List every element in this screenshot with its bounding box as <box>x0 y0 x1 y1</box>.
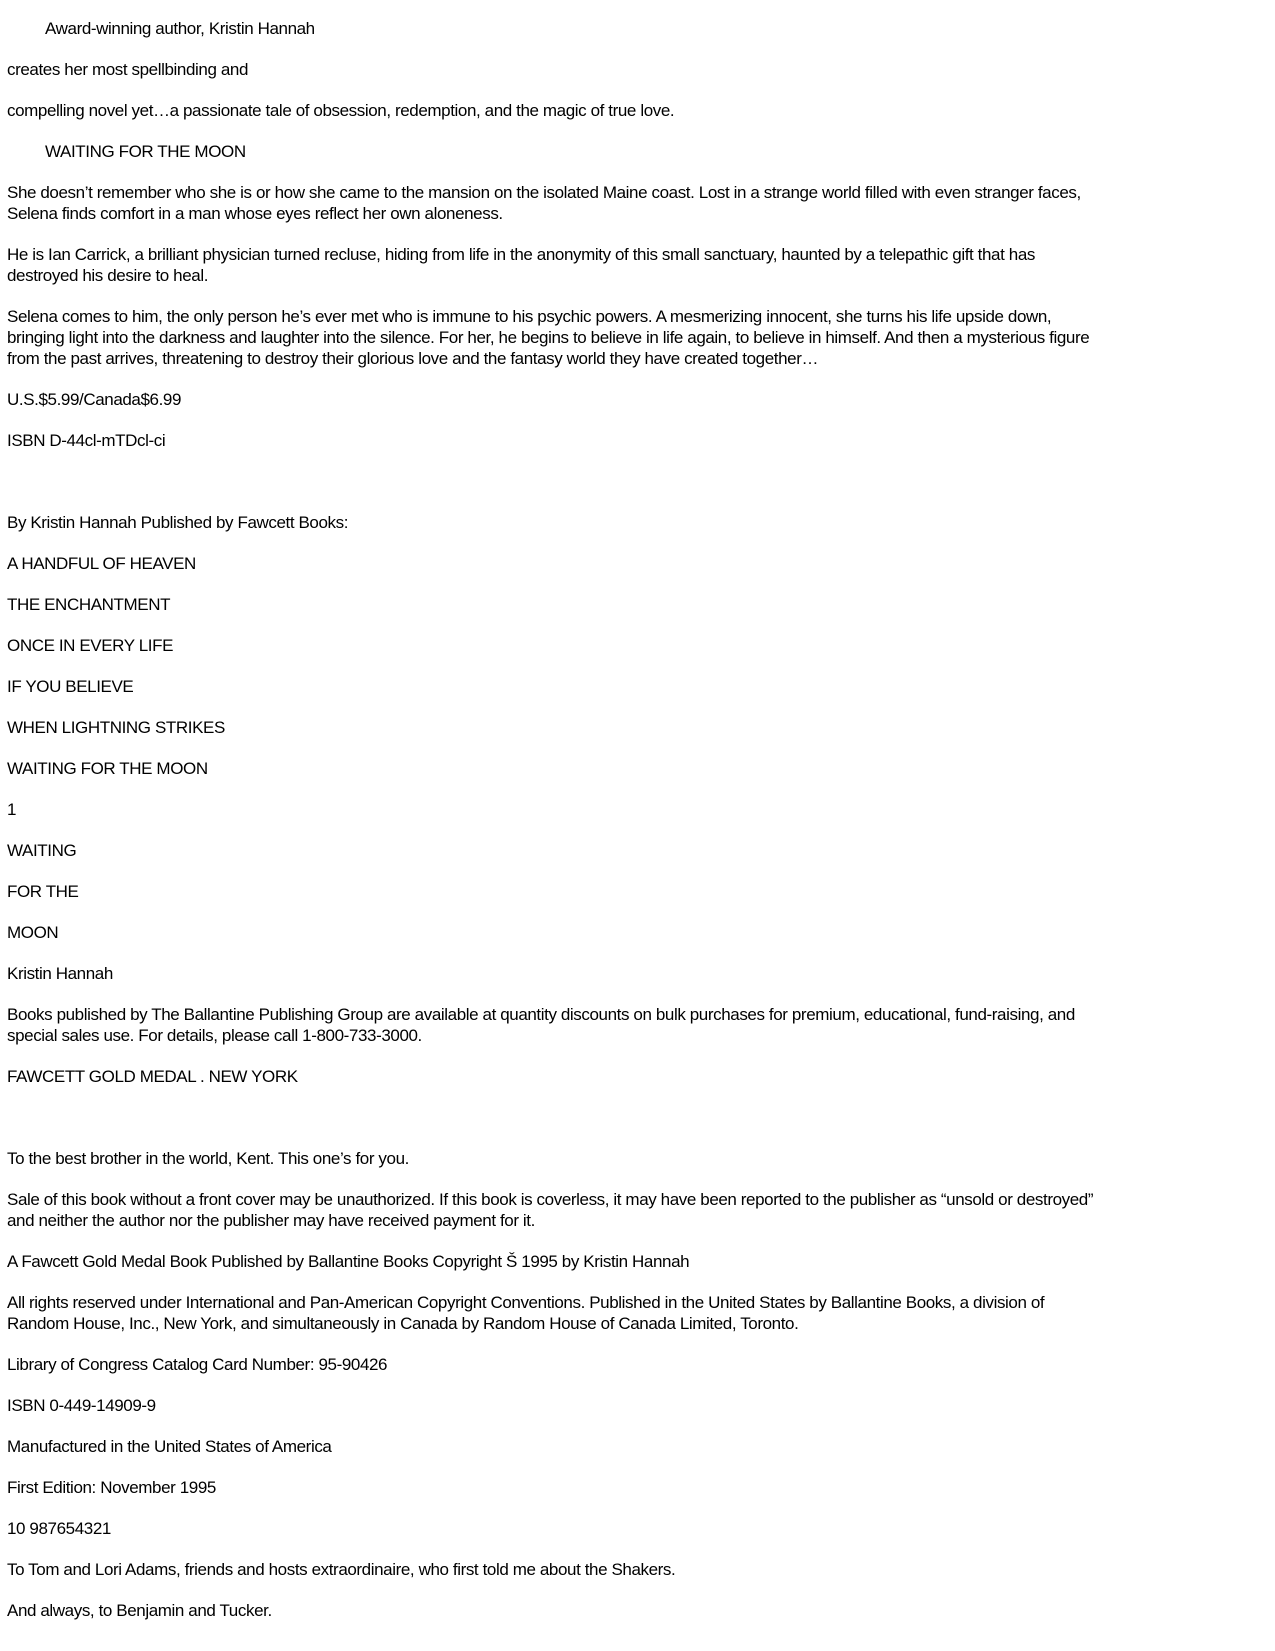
text-line: A Fawcett Gold Medal Book Published by Ballantine Books Copyright Š 1995 by Kristin Hannah <box>7 1252 690 1271</box>
text-line: Selena comes to him, the only person he’s ever met who is immune to his psychic powers. A mesmerizing innocent, she turns his life upside down, <box>7 307 1052 326</box>
paragraph <box>7 676 1267 697</box>
text-line: Books published by The Ballantine Publishing Group are available at quantity discounts on bulk purchases for premium, educational, fund-raising, and <box>7 1005 1075 1024</box>
text-line: And always, to Benjamin and Tucker. <box>7 1601 272 1620</box>
paragraph <box>7 635 1267 656</box>
text-line: and neither the author nor the publisher may have received payment for it. <box>7 1211 535 1230</box>
text-line: To the best brother in the world, Kent. This one’s for you. <box>7 1149 409 1168</box>
text-line: A HANDFUL OF HEAVEN <box>7 554 196 573</box>
paragraph <box>7 18 1267 39</box>
text-line: WAITING <box>7 841 77 860</box>
paragraph <box>7 1395 1267 1416</box>
paragraph <box>7 1004 1267 1046</box>
blank-line <box>7 1107 1267 1128</box>
paragraph <box>7 963 1267 984</box>
text-line: WAITING FOR THE MOON <box>45 142 246 161</box>
paragraph <box>7 1436 1267 1457</box>
paragraph <box>7 306 1267 369</box>
text-line: 10 987654321 <box>7 1519 111 1538</box>
paragraph <box>7 100 1267 121</box>
text-line: U.S.$5.99/Canada$6.99 <box>7 390 182 409</box>
paragraph <box>7 1251 1267 1272</box>
paragraph <box>7 594 1267 615</box>
paragraph <box>7 1148 1267 1169</box>
text-line: Manufactured in the United States of America <box>7 1437 332 1456</box>
text-line: She doesn’t remember who she is or how she came to the mansion on the isolated Maine coast. Lost in a strange world filled with even stranger faces, <box>7 183 1081 202</box>
document-body <box>7 18 1267 1621</box>
text-line: FAWCETT GOLD MEDAL . NEW YORK <box>7 1067 298 1086</box>
text-line: IF YOU BELIEVE <box>7 677 134 696</box>
paragraph <box>7 1292 1267 1334</box>
paragraph <box>7 1600 1267 1621</box>
paragraph <box>7 799 1267 820</box>
paragraph <box>7 758 1267 779</box>
text-line: Kristin Hannah <box>7 964 113 983</box>
text-line: THE ENCHANTMENT <box>7 595 171 614</box>
text-line: MOON <box>7 923 59 942</box>
paragraph <box>7 389 1267 410</box>
text-line: Award-winning author, Kristin Hannah <box>45 19 315 38</box>
text-line: Selena finds comfort in a man whose eyes reflect her own aloneness. <box>7 204 503 223</box>
paragraph <box>7 244 1267 286</box>
text-line: bringing light into the darkness and laughter into the silence. For her, he begins to believe in life again, to believe in himself. And then a mysterious figure <box>7 328 1090 347</box>
text-line: All rights reserved under International and Pan-American Copyright Conventions. Published in the United States by Ballantine Books, a division of <box>7 1293 1045 1312</box>
paragraph <box>7 1559 1267 1580</box>
text-line: 1 <box>7 800 17 819</box>
paragraph <box>7 1477 1267 1498</box>
paragraph <box>7 1189 1267 1231</box>
blank-line <box>7 471 1267 492</box>
paragraph <box>7 141 1267 162</box>
text-line <box>7 471 1267 492</box>
text-line: ONCE IN EVERY LIFE <box>7 636 174 655</box>
text-line: WAITING FOR THE MOON <box>7 759 208 778</box>
text-line: He is Ian Carrick, a brilliant physician turned recluse, hiding from life in the anonymity of this small sanctuary, haunted by a telepathic gift that has <box>7 245 1035 264</box>
paragraph <box>7 430 1267 451</box>
text-line: By Kristin Hannah Published by Fawcett Books: <box>7 513 349 532</box>
text-line: special sales use. For details, please call 1-800-733-3000. <box>7 1026 422 1045</box>
paragraph <box>7 553 1267 574</box>
paragraph <box>7 1354 1267 1375</box>
text-line: Library of Congress Catalog Card Number: 95-90426 <box>7 1355 388 1374</box>
paragraph <box>7 840 1267 861</box>
text-line: First Edition: November 1995 <box>7 1478 216 1497</box>
text-line: ISBN D-44cl-mTDcl-ci <box>7 431 166 450</box>
text-line: destroyed his desire to heal. <box>7 266 209 285</box>
text-line: compelling novel yet…a passionate tale of obsession, redemption, and the magic of true love. <box>7 101 675 120</box>
paragraph <box>7 881 1267 902</box>
text-line: creates her most spellbinding and <box>7 60 249 79</box>
paragraph <box>7 1066 1267 1087</box>
text-line: from the past arrives, threatening to destroy their glorious love and the fantasy world they have created together… <box>7 349 819 368</box>
paragraph <box>7 1518 1267 1539</box>
text-line: WHEN LIGHTNING STRIKES <box>7 718 225 737</box>
text-line: FOR THE <box>7 882 79 901</box>
paragraph <box>7 59 1267 80</box>
paragraph <box>7 717 1267 738</box>
paragraph <box>7 182 1267 224</box>
text-line <box>7 1107 1267 1128</box>
paragraph <box>7 922 1267 943</box>
text-line: Sale of this book without a front cover may be unauthorized. If this book is coverless, it may have been reported to the publisher as “unsold or destroyed” <box>7 1190 1094 1209</box>
paragraph <box>7 512 1267 533</box>
text-line: ISBN 0-449-14909-9 <box>7 1396 156 1415</box>
text-line: To Tom and Lori Adams, friends and hosts extraordinaire, who first told me about the Shakers. <box>7 1560 676 1579</box>
text-line: Random House, Inc., New York, and simultaneously in Canada by Random House of Canada Limited, Toronto. <box>7 1314 799 1333</box>
